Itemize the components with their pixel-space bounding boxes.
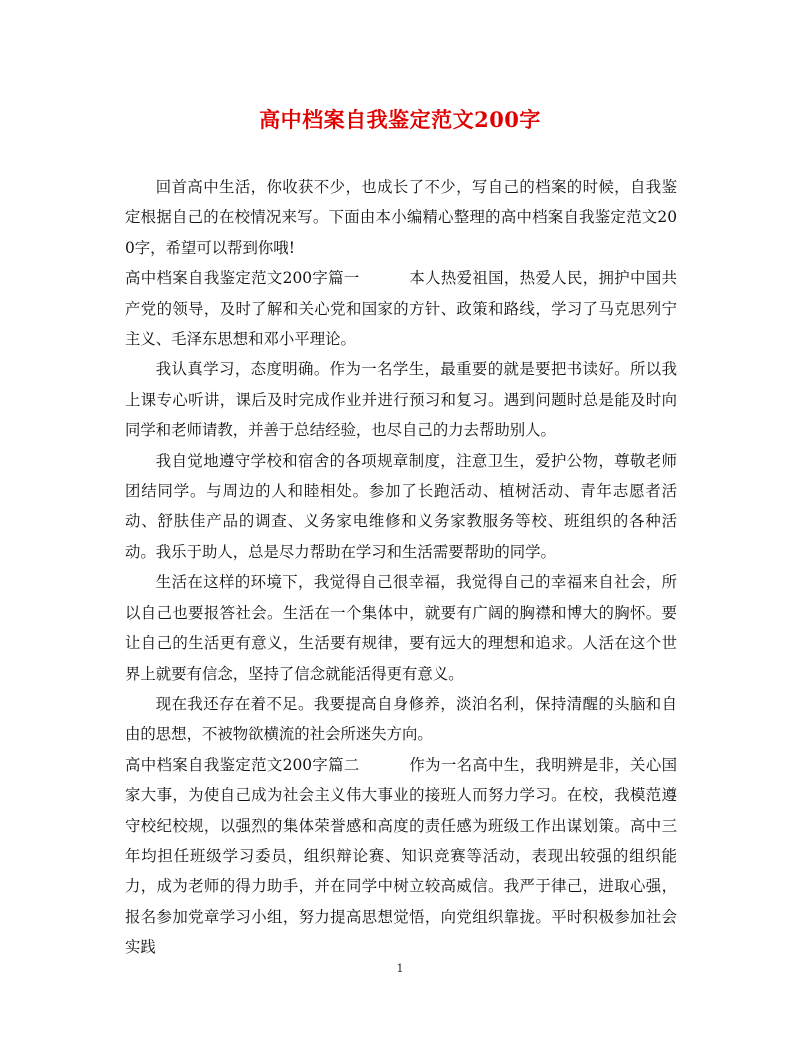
section1-paragraph-2: 我认真学习，态度明确。作为一名学生，最重要的就是要把书读好。所以我上课专心听讲，课后及时完成作业并进行预习和复习。遇到问题时总是能及时向同学和老师请教，并善于总结经验，也尽自己的力去帮助别人。	[125, 360, 677, 440]
intro-paragraph: 回首高中生活，你收获不少，也成长了不少，写自己的档案的时候，自我鉴定根据自己的在校情况来写。下面由本小编精心整理的高中档案自我鉴定范文200字，希望可以帮到你哦!	[125, 178, 677, 257]
section1-lead: 本人热爱祖国，热爱人民，拥护中国共产党的领导，及时了解和关心党和国家的方针、政策和路线，学习了马克思列宁主义、毛泽东思想和邓小平理论。	[125, 269, 677, 349]
document-body	[125, 172, 677, 963]
section2-paragraph	[125, 750, 677, 963]
section1-paragraph-4: 生活在这样的环境下，我觉得自己很幸福，我觉得自己的幸福来自社会，所以自己也要报答社会。生活在一个集体中，就要有广阔的胸襟和博大的胸怀。要让自己的生活更有意义，生活要有规律，要有远大的理想和追求。人活在这个世界上就要有信念，坚持了信念就能活得更有意义。	[125, 573, 677, 683]
section1-paragraph-3: 我自觉地遵守学校和宿舍的各项规章制度，注意卫生，爱护公物，尊敬老师团结同学。与周边的人和睦相处。参加了长跑活动、植树活动、青年志愿者活动、舒肤佳产品的调查、义务家电维修和义务家教服务等校、班组织的各种活动。我乐于助人，总是尽力帮助在学习和生活需要帮助的同学。	[125, 451, 677, 561]
document-title: 高中档案自我鉴定范文200字	[259, 107, 541, 132]
section2-heading: 高中档案自我鉴定范文200字篇二	[125, 755, 360, 774]
section1-paragraph	[125, 263, 677, 354]
section2-lead: 作为一名高中生，我明辨是非，关心国家大事，为使自己成为社会主义伟大事业的接班人而努力学习。在校，我模范遵守校纪校规，以强烈的集体荣誉感和高度的责任感为班级工作出谋划策。高中三年均担任班级学习委员，组织辩论赛、知识竞赛等活动，表现出较强的组织能力，成为老师的得力助手，并在同学中树立较高威信。我严于律己，进取心强，报名参加党章学习小组，努力提高思想觉悟，向党组织靠拢。平时积极参加社会实践	[125, 755, 677, 957]
section1-paragraph-5: 现在我还存在着不足。我要提高自身修养，淡泊名利，保持清醒的头脑和自由的思想，不被物欲横流的社会所迷失方向。	[125, 694, 677, 744]
page-number: 1	[396, 962, 404, 975]
section1-heading: 高中档案自我鉴定范文200字篇一	[125, 269, 360, 288]
